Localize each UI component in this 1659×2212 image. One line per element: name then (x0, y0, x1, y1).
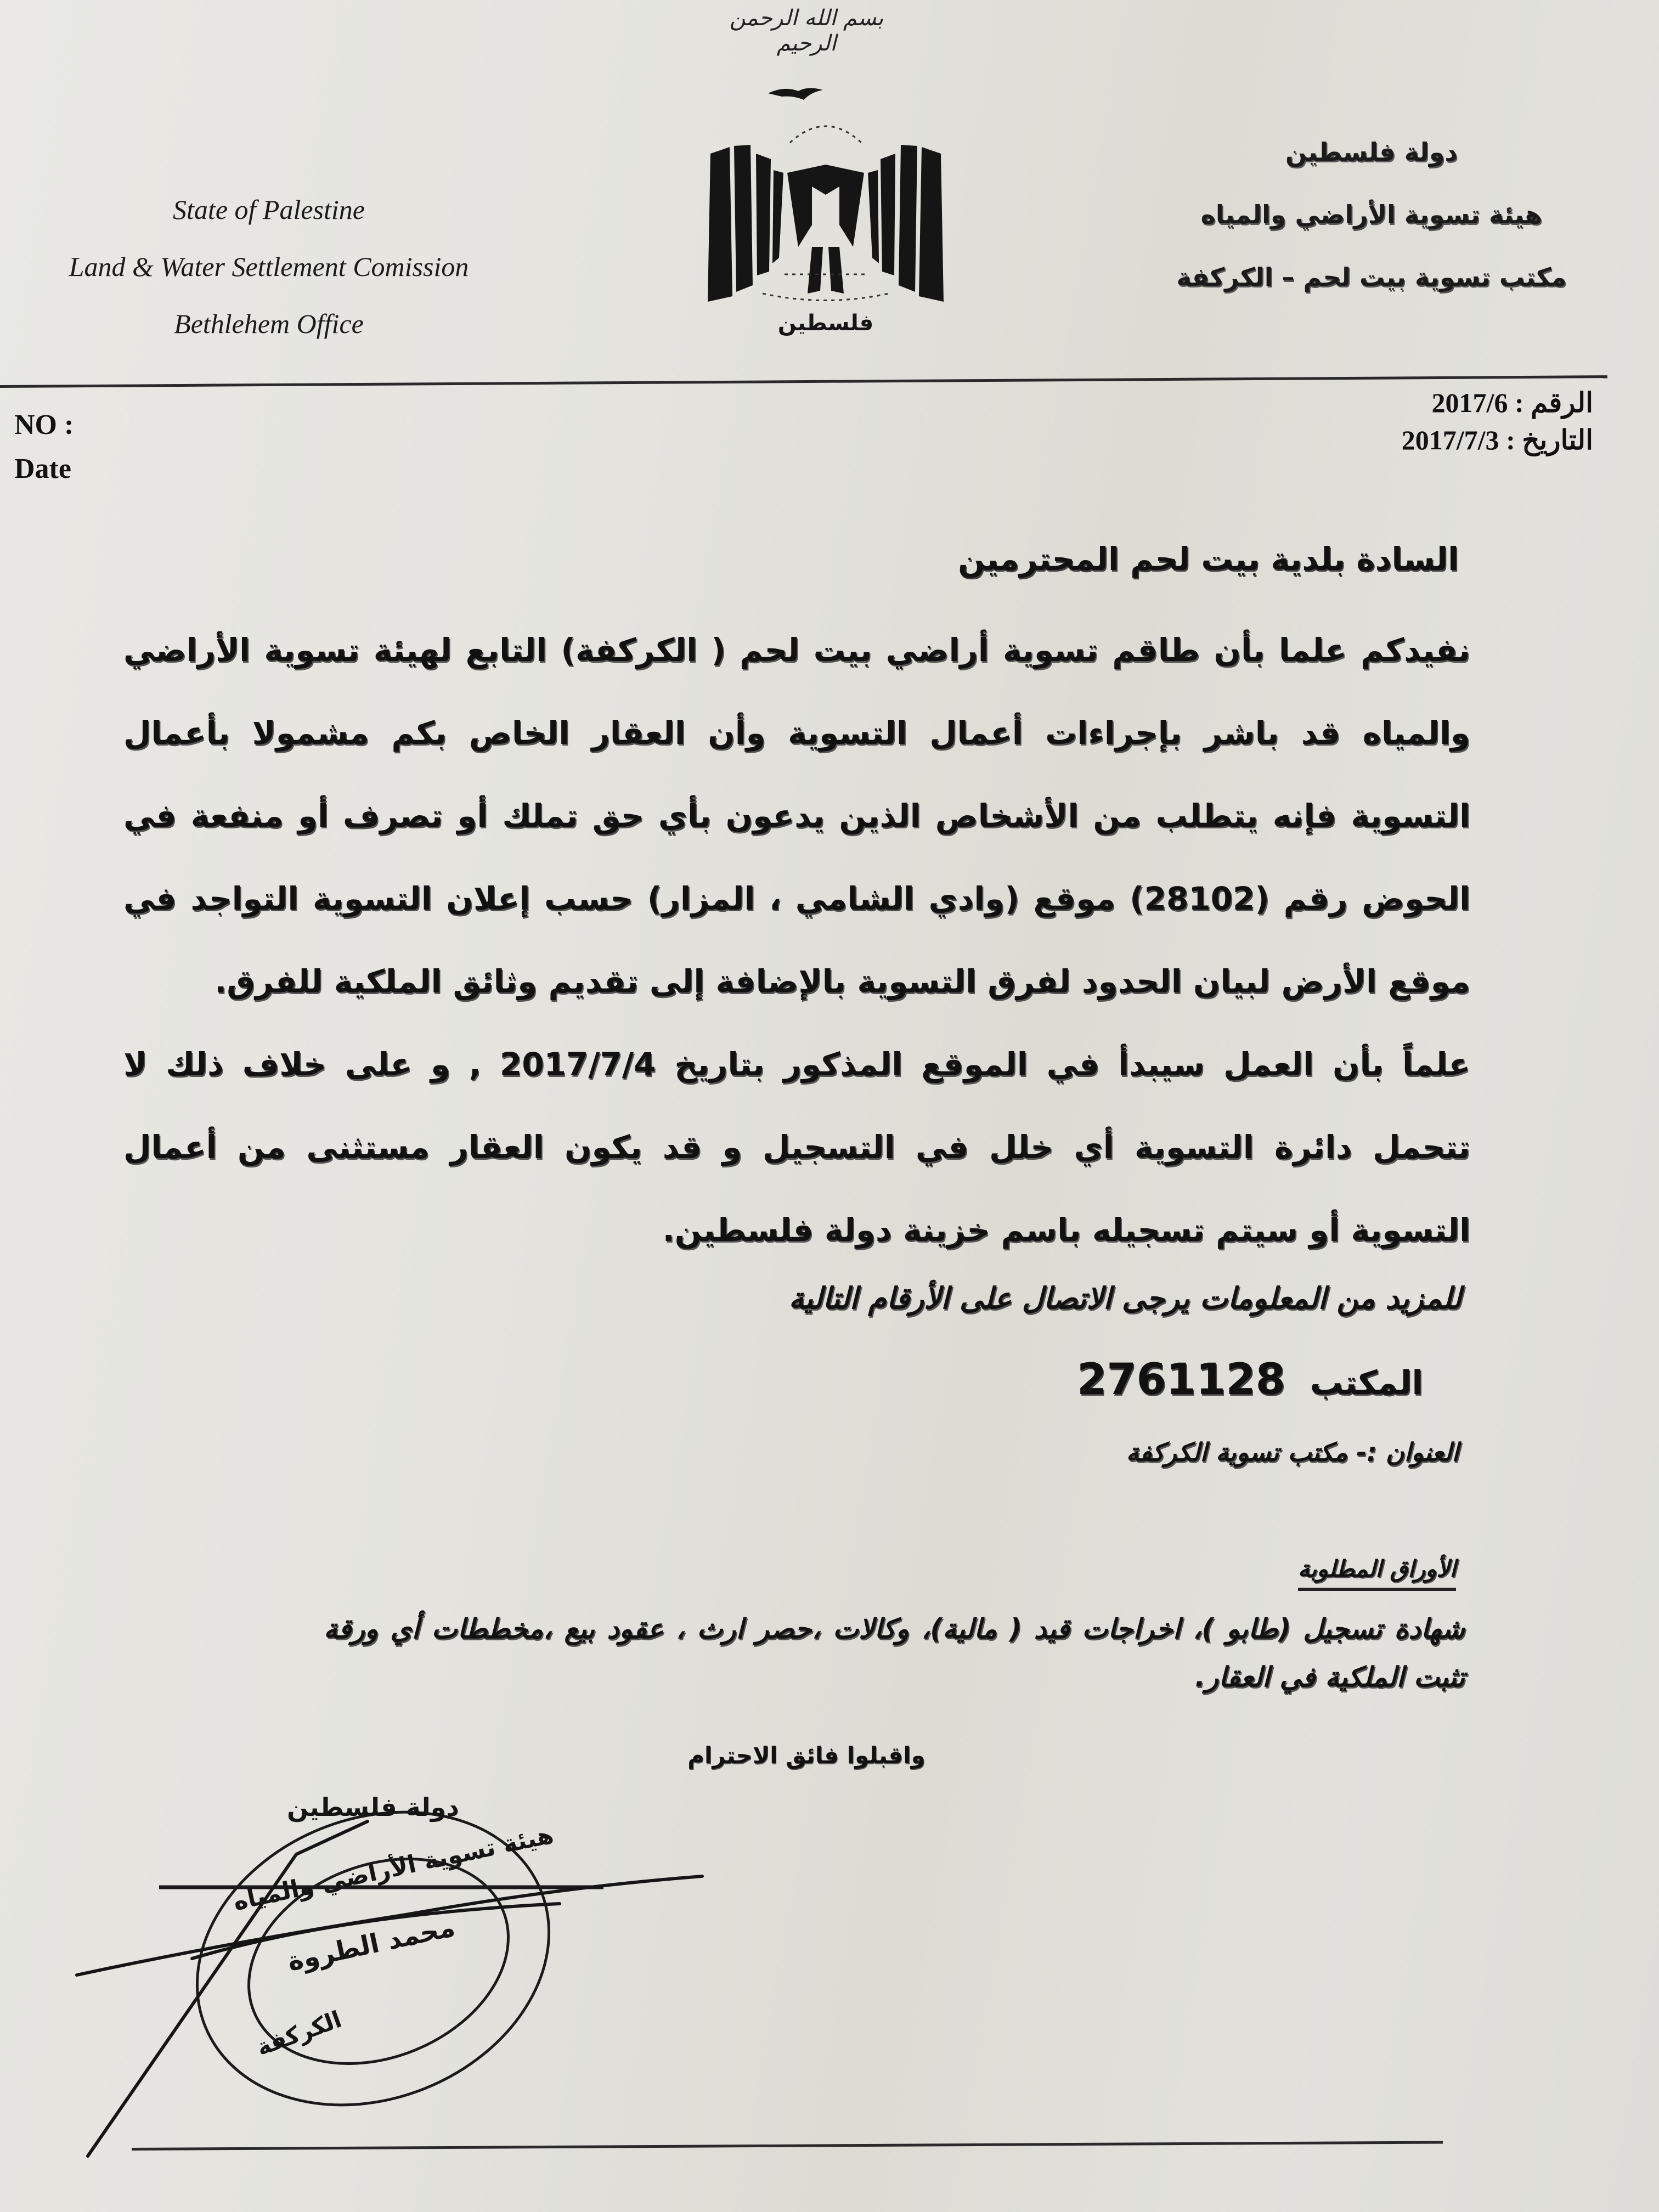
no-label-ar: الرقم : (1514, 387, 1593, 418)
stamp-bottom-text: الكركفة (253, 2005, 345, 2061)
letter-paragraph-2: علماً بأن العمل سيبدأ في الموقع المذكور بتاريخ 2017/7/4 , و على خلاف ذلك لا تتحمل دائرة التسوية أي خلل في التسجيل و قد يكون العقار مستثنى من أعمال التسوية أو سيتم تسجيله باسم خزينة دولة فلسطين. (123, 1046, 1470, 1249)
no-label-en: NO : (14, 409, 74, 441)
reference-ar (1402, 384, 1593, 459)
salutation: السادة بلدية بيت لحم المحترمين (958, 540, 1459, 578)
state-name-en: State of Palestine (173, 194, 365, 225)
date-label-ar: التاريخ : (1506, 425, 1593, 455)
date-label-en: Date (14, 453, 71, 484)
commission-name-en: Land & Water Settlement Comission (69, 251, 469, 282)
official-stamp-signature-icon (66, 1778, 779, 2162)
header-divider (0, 375, 1607, 388)
letter-body (123, 609, 1470, 1272)
office-name-en: Bethlehem Office (174, 308, 364, 339)
required-documents-text: شهادة تسجيل (طابو )، اخراجات قيد ( مالية)، وكالات ،حصر ارث ، عقود بيع ،مخططات أي ورقة تثبت الملكية في العقار. (324, 1613, 1465, 1693)
office-phone-line (1077, 1355, 1423, 1404)
stamp-outer-text: دولة فلسطين (286, 1792, 460, 1822)
more-info-text: للمزيد من المعلومات يرجى الاتصال على الأرقام التالية (788, 1281, 1462, 1316)
basmala: بسم الله الرحمن الرحيم (729, 5, 884, 56)
ref-date-row (1402, 421, 1593, 459)
reference-en (14, 403, 74, 491)
closing-text: واقبلوا فائق الاحترام (687, 1742, 926, 1769)
stamp-signatory: محمد الطروة (285, 1911, 458, 1977)
english-letterhead (22, 181, 516, 352)
state-name-ar: دولة فلسطين (1285, 137, 1458, 167)
office-phone-number: 2761128 (1076, 1355, 1285, 1404)
letter-paragraph-1: نفيدكم علما بأن طاقم تسوية أراضي بيت لحم ( الكركفة) التابع لهيئة تسوية الأراضي والمياه قد باشر بإجراءات أعمال التسوية وأن العقار الخاص بكم مشمولا بأعمال التسوية فإنه يتطلب من الأشخاص الذين يدعون بأي حق تملك أو تصرف أو منفعة في الحوض رقم (28102) موقع (وادي الشامي ، المزار) حسب إعلان التسوية التواجد في موقع الأرض لبيان الحدود لفرق التسوية بالإضافة إلى تقديم وثائق الملكية للفرق. (123, 631, 1470, 1000)
ref-date-value: 2017/7/3 (1401, 425, 1499, 455)
office-name-ar: مكتب تسوية بيت لحم – الكركفة (1176, 262, 1567, 292)
office-label: المكتب (1310, 1364, 1423, 1402)
arabic-letterhead (1141, 121, 1602, 308)
ref-number-value: 2017/6 (1431, 387, 1508, 418)
palestine-eagle-emblem-icon (708, 77, 944, 340)
stamp-inner-text: هيئة تسوية الأراضي والمياه (230, 1820, 556, 1916)
emblem-label: فلسطين (777, 311, 874, 336)
ref-number-row (1402, 384, 1593, 421)
required-documents-title: الأوراق المطلوبة (1298, 1555, 1456, 1591)
commission-name-ar: هيئة تسوية الأراضي والمياه (1200, 200, 1543, 229)
address-text: العنوان :- مكتب تسوية الكركفة (1126, 1437, 1459, 1467)
